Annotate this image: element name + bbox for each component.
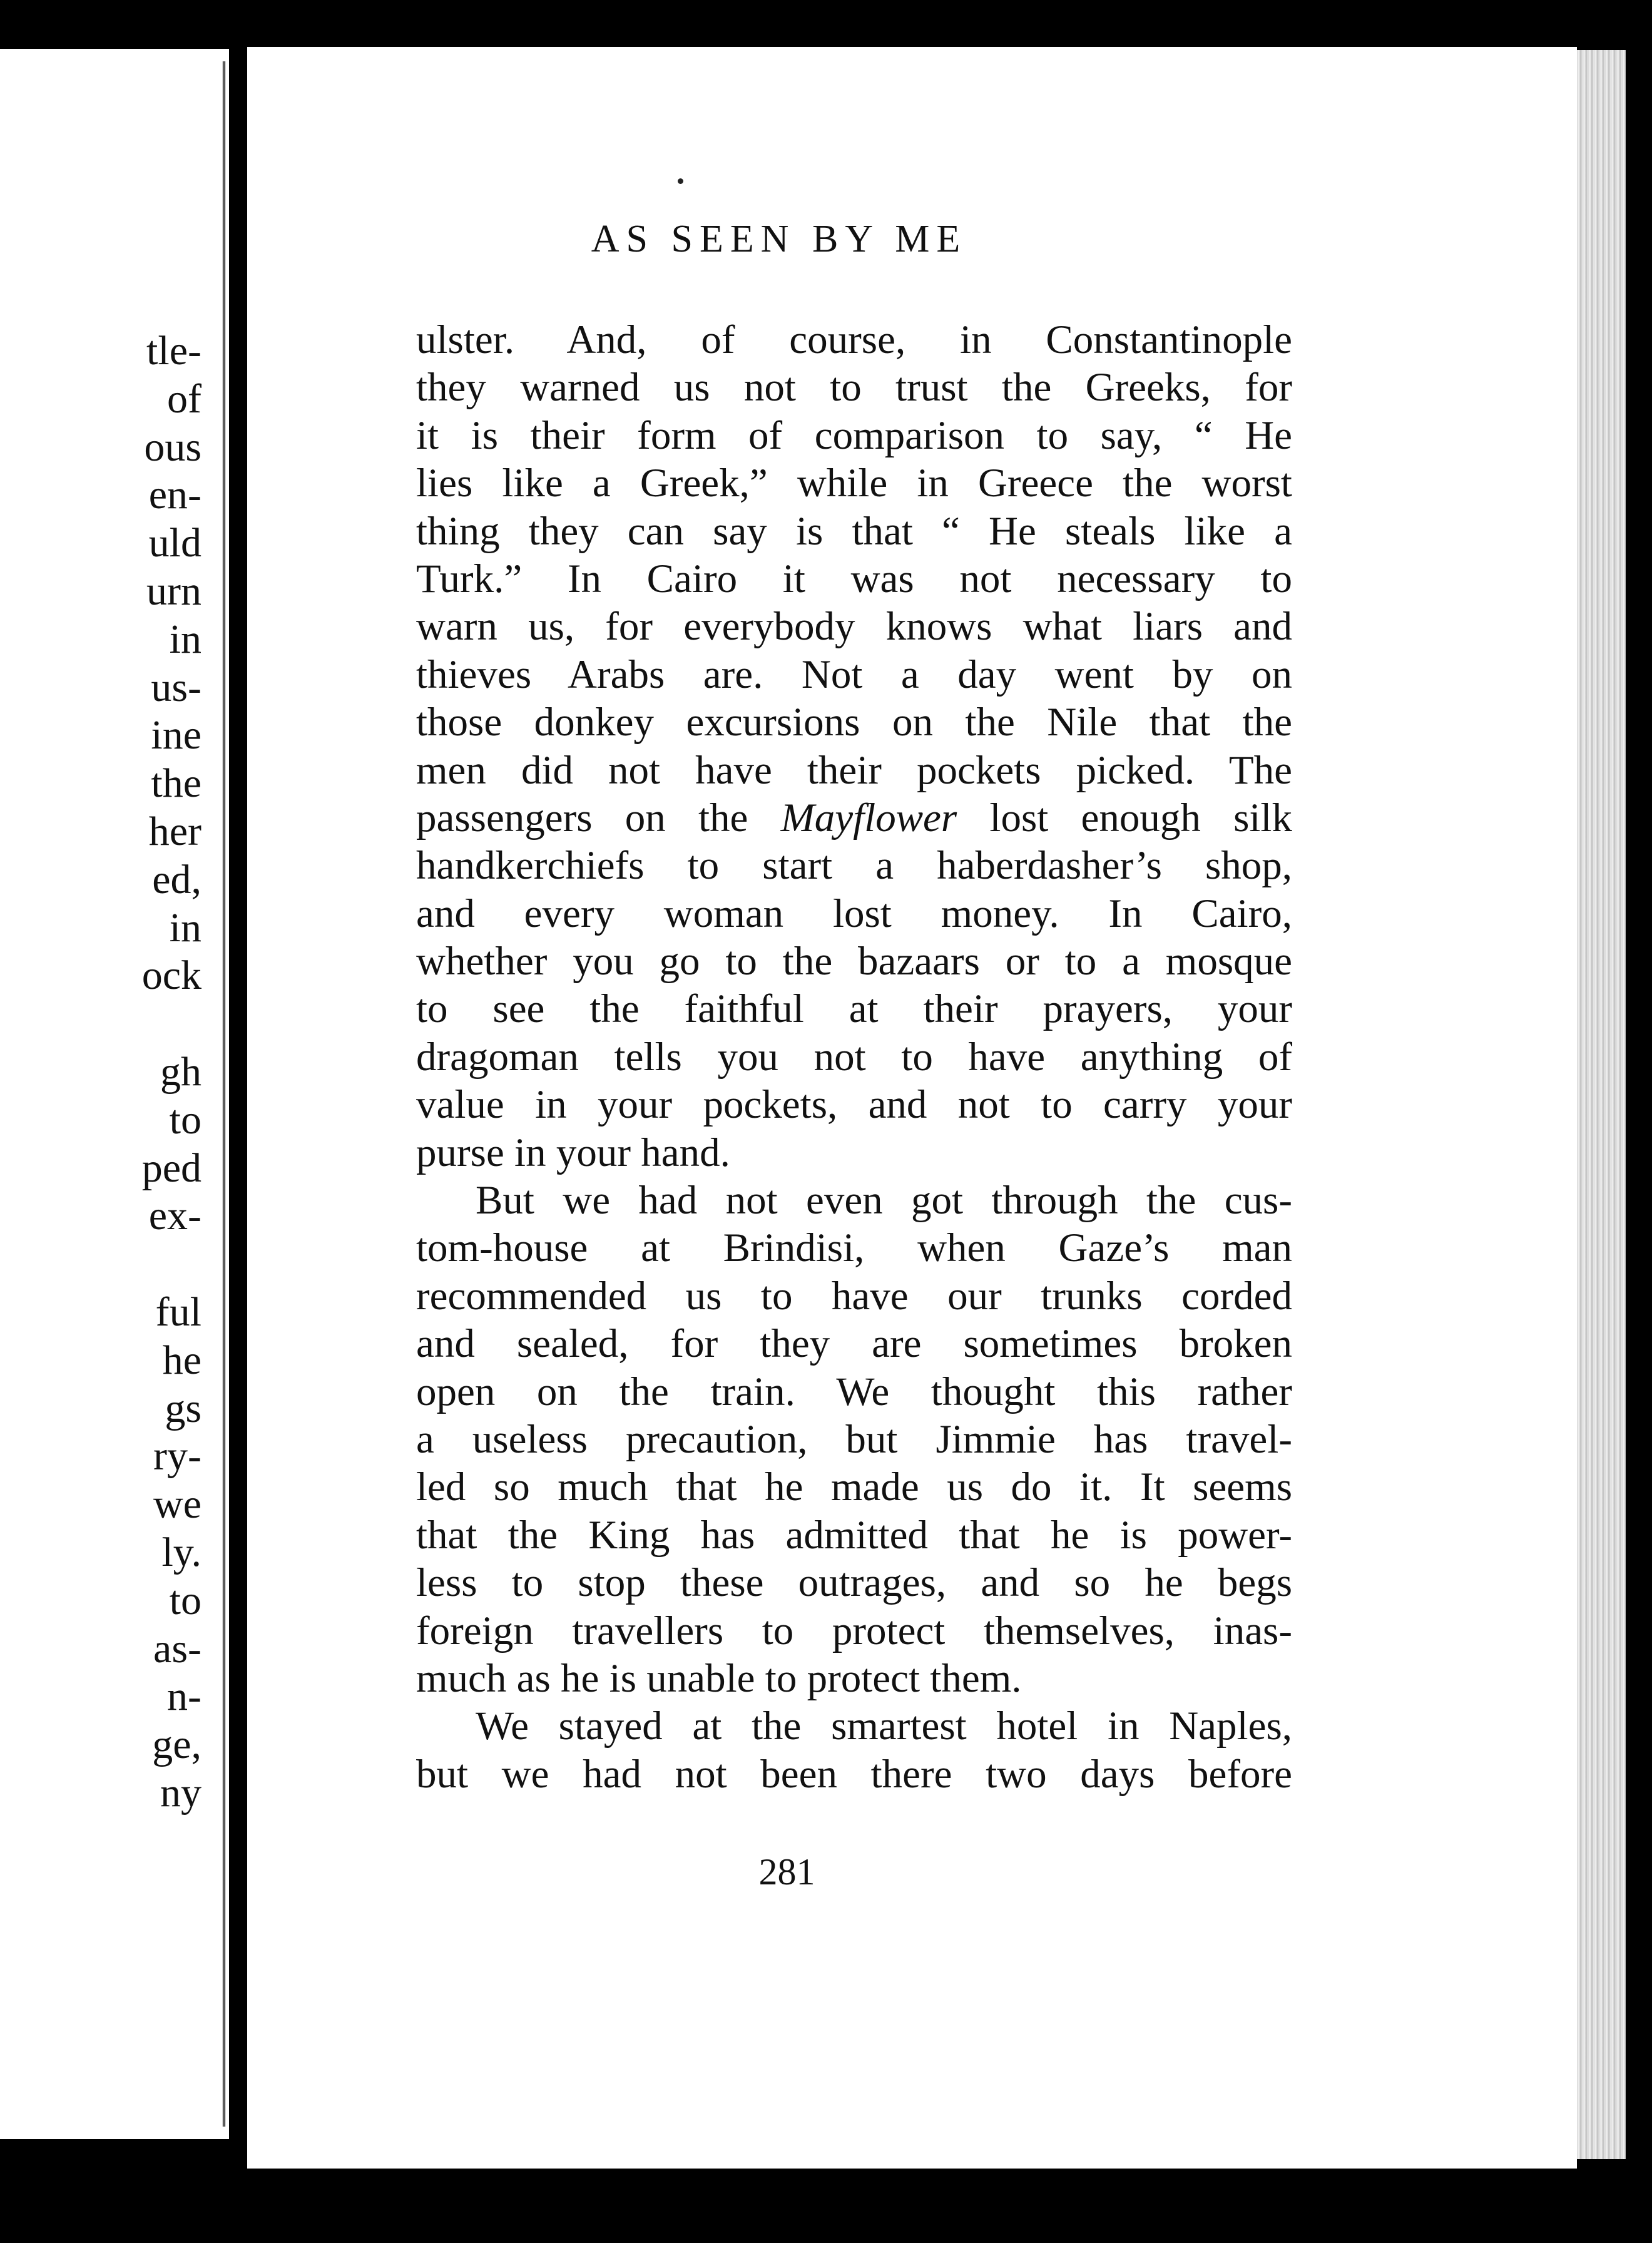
ship-name: Mayflower [780,795,957,840]
left-line: to [169,1577,201,1623]
text-line: But we had not even got through the cus- [476,1178,1292,1224]
left-line: urn [146,568,201,614]
gutter-line [222,61,226,2127]
left-line: the [151,760,201,807]
left-line: ny [160,1769,201,1816]
text-line: a useless precaution, but Jimmie has travel- [416,1416,1292,1462]
text-line: lies like a Greek,” while in Greece the worst [416,461,1292,506]
left-line: ped [141,1145,201,1191]
left-page-text [0,327,201,1817]
text-line: men did not have their pockets picked. The [416,747,1292,793]
left-line: we [153,1481,201,1528]
text-line: tom-house at Brindisi, when Gaze’s man [416,1225,1292,1271]
left-line: as- [153,1625,201,1672]
text-line: recommended us to have our trunks corded [416,1273,1292,1319]
left-line: ge, [152,1722,201,1768]
text-line: but we had not been there two days before [416,1751,1292,1797]
text-line: and sealed, for they are sometimes broken [416,1321,1292,1367]
left-line: tle- [146,328,201,374]
text-line: handkerchiefs to start a haberdasher’s shop, [416,843,1292,889]
left-line: ock [141,953,201,999]
left-line: gs [165,1385,201,1431]
text-line: they warned us not to trust the Greeks, for [416,365,1292,411]
page-edge-stack [1577,50,1626,2159]
text-line: those donkey excursions on the Nile that the [416,700,1292,745]
text-line: Turk.” In Cairo it was not necessary to [416,556,1292,601]
text-line: value in your pockets, and not to carry your [416,1082,1292,1128]
left-line: ly. [161,1529,201,1575]
text-line: purse in your hand. [416,1130,730,1175]
text-line: dragoman tells you not to have anything of [416,1034,1292,1080]
text-line: led so much that he made us do it. It seems [416,1464,1292,1510]
left-line: in [169,904,201,951]
text-line [416,794,1292,842]
left-line: n- [167,1673,201,1720]
left-line: her [148,808,201,854]
left-line: us- [151,664,201,710]
text-line: ulster. And, of course, in Constantinople [416,317,1292,362]
left-line [0,1000,201,1048]
text-line: whether you go to the bazaars or to a mosque [416,939,1292,984]
body-text [416,316,1292,1798]
left-line: he [162,1337,201,1383]
facing-page-left [0,49,229,2139]
text-fragment: passengers on the [416,795,748,840]
book-page [247,47,1577,2169]
text-line: open on the train. We thought this rather [416,1369,1292,1414]
text-fragment: lost enough silk [989,795,1292,840]
left-line: in [169,616,201,662]
left-line: gh [160,1048,201,1095]
text-line: foreign travellers to protect themselves, inas- [416,1608,1292,1653]
left-line: ful [155,1289,201,1335]
text-line: to see the faithful at their prayers, your [416,986,1292,1032]
page-number: 281 [758,1851,815,1893]
left-line: to [169,1096,201,1143]
left-line: ous [144,424,201,470]
text-line: thieves Arabs are. Not a day went by on [416,651,1292,697]
text-line: much as he is unable to protect them. [416,1655,1022,1701]
text-line: that the King has admitted that he is power- [416,1512,1292,1558]
left-line: of [167,376,201,422]
text-line: We stayed at the smartest hotel in Naples, [476,1704,1292,1749]
left-line: en- [148,472,201,518]
ink-dot [678,178,683,184]
left-line: uld [148,520,201,566]
left-line: ry- [153,1433,201,1479]
left-line: ine [151,712,201,759]
running-head: AS SEEN BY ME [591,218,967,260]
text-line: and every woman lost money. In Cairo, [416,891,1292,936]
left-line [0,1240,201,1289]
text-line: warn us, for everybody knows what liars and [416,604,1292,650]
text-line: less to stop these outrages, and so he begs [416,1560,1292,1606]
left-line: ex- [148,1193,201,1239]
text-line: thing they can say is that “ He steals like a [416,508,1292,554]
left-line: ed, [152,856,201,902]
text-line: it is their form of comparison to say, “ He [416,412,1292,458]
